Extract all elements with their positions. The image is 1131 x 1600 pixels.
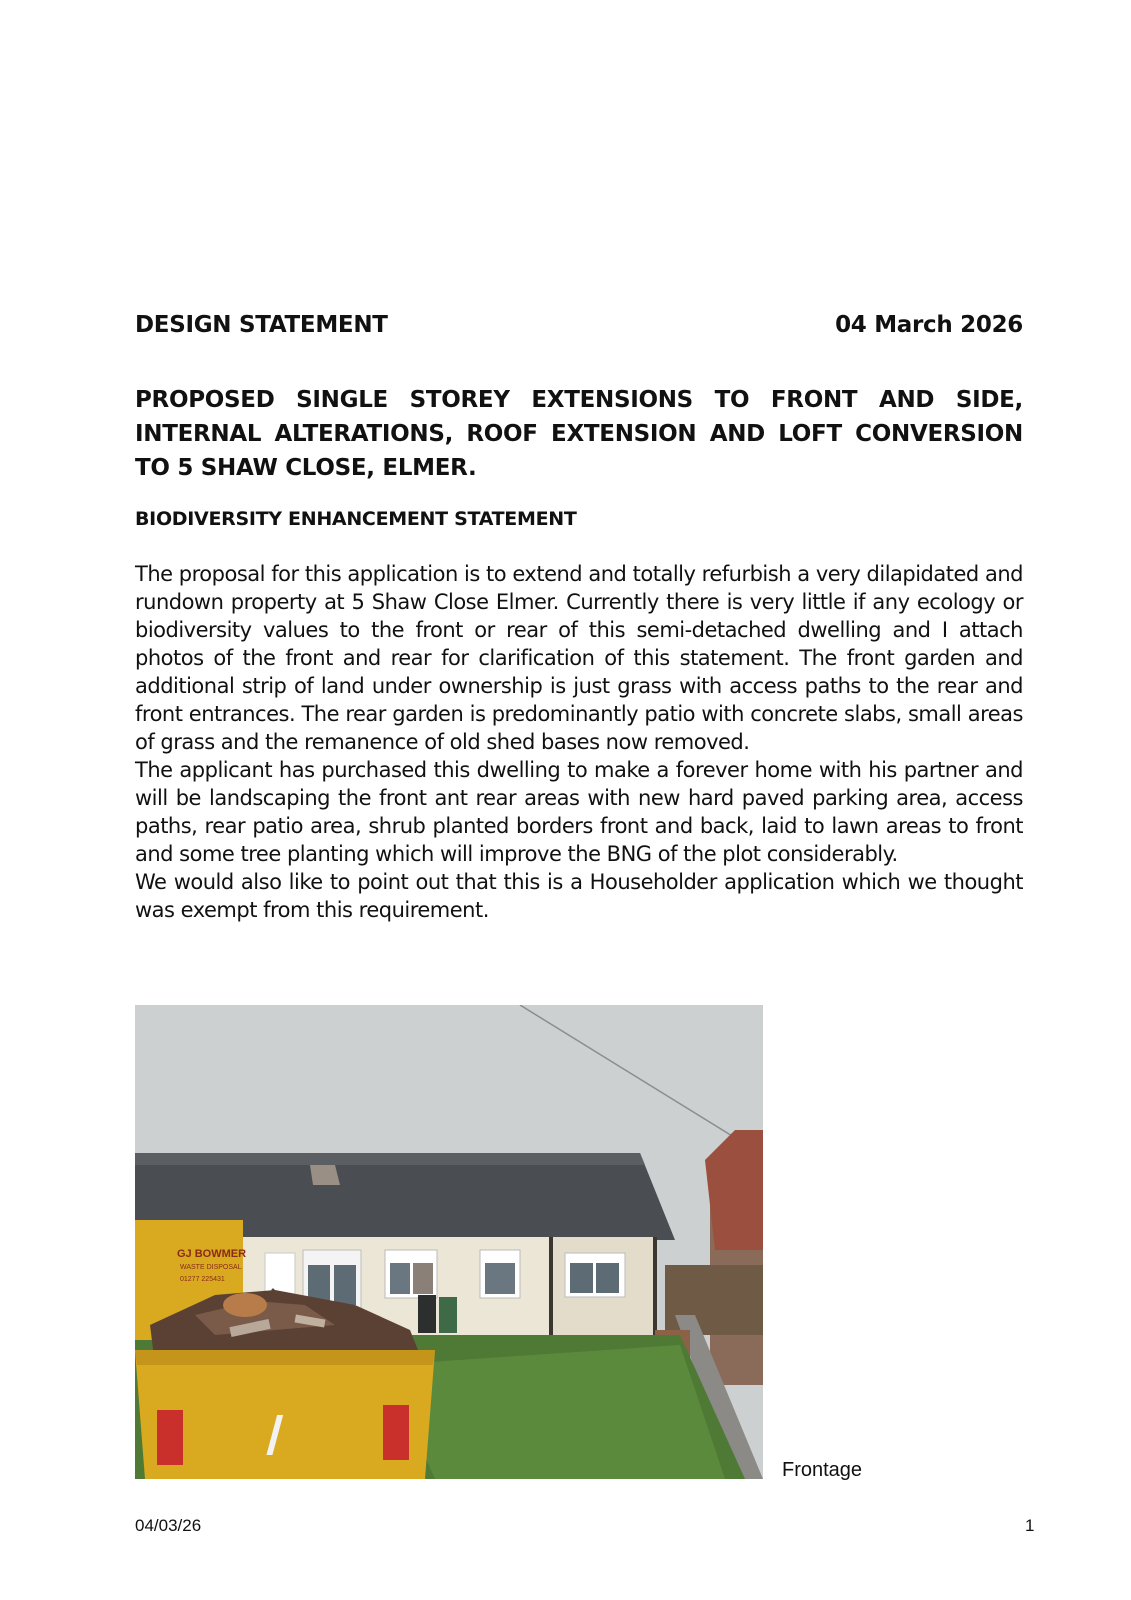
document-label: DESIGN STATEMENT (135, 312, 388, 338)
frontage-photo (135, 1005, 763, 1479)
document-title: PROPOSED SINGLE STOREY EXTENSIONS TO FRONT AND SIDE, INTERNAL ALTERATIONS, ROOF EXTENSION AND LOFT CONVERSION TO 5 SHAW CLOSE, ELMER. (135, 387, 1023, 481)
paragraph: The applicant has purchased this dwelling to make a forever home with his partner and will be landscaping the front ant rear areas with new hard paved parking area, access paths, rear patio area, shrub planted borders front and back, laid to lawn areas to front and some tree planting which will improve the BNG of the plot considerably. (135, 758, 1023, 866)
footer-date: 04/03/26 (135, 1516, 202, 1535)
skip-sign-line: 01277 225431 (180, 1276, 225, 1283)
wheelie-bin (418, 1295, 436, 1333)
statement-body (135, 560, 1023, 924)
frontage-illustration (135, 1005, 763, 1479)
photo-caption: Frontage (782, 1459, 863, 1481)
skip-sign-line: GJ BOWMER (177, 1248, 247, 1260)
section-heading: BIODIVERSITY ENHANCEMENT STATEMENT (135, 508, 577, 530)
page-number: 1 (1025, 1516, 1035, 1535)
document-date: 04 March 2026 (835, 312, 1023, 338)
paragraph: We would also like to point out that this is a Householder application which we thought was exempt from this requirement. (135, 870, 1023, 922)
document-header (135, 312, 1023, 338)
paragraph: The proposal for this application is to extend and totally refurbish a very dilapidated and rundown property at 5 Shaw Close Elmer. Currently there is very little if any ecology or biodiversity values to the front or rear of this semi-detached dwelling and I attach photos of the front and rear for clarification of this statement. The front garden and additional strip of land under ownership is just grass with access paths to the rear and front entrances. The rear garden is predominantly patio with concrete slabs, small areas of grass and the remanence of old shed bases now removed. (135, 562, 1023, 754)
skip-sign-line: WASTE DISPOSAL (180, 1264, 242, 1271)
